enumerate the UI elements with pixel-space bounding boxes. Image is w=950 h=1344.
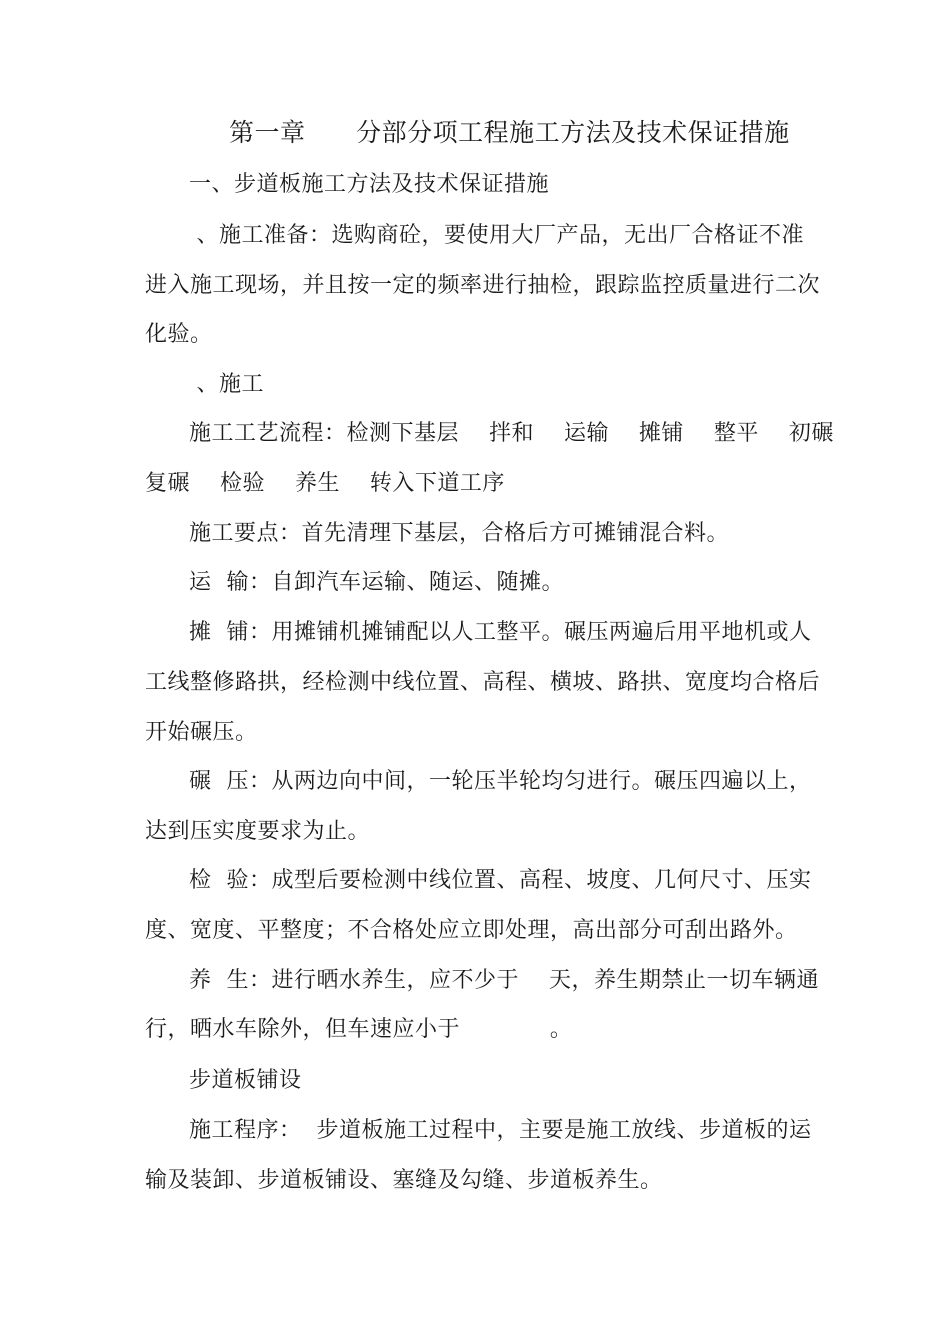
section-heading: 一、步道板施工方法及技术保证措施 <box>189 172 550 197</box>
paragraph-line: 、施工准备：选购商砼，要使用大厂产品，无出厂合格证不准 <box>189 223 804 248</box>
paragraph-line: 达到压实度要求为止。 <box>145 819 371 844</box>
paragraph-line: 养 生：进行晒水养生，应不少于 天，养生期禁止一切车辆通 <box>189 968 819 993</box>
paragraph-line: 运 输：自卸汽车运输、随运、随摊。 <box>189 570 564 595</box>
paragraph-line: 度、宽度、平整度；不合格处应立即处理，高出部分可刮出路外。 <box>145 918 798 943</box>
paragraph-line: 施工要点：首先清理下基层，合格后方可摊铺混合料。 <box>189 521 730 546</box>
paragraph-line: 复碾 检验 养生 转入下道工序 <box>145 471 505 496</box>
paragraph-line: 输及装卸、步道板铺设、塞缝及勾缝、步道板养生。 <box>145 1168 663 1193</box>
paragraph-line: 进入施工现场，并且按一定的频率进行抽检，跟踪监控质量进行二次 <box>145 273 821 298</box>
subsection-heading: 步道板铺设 <box>189 1068 302 1093</box>
paragraph-line: 工线整修路拱，经检测中线位置、高程、横坡、路拱、宽度均合格后 <box>145 670 821 695</box>
paragraph-line: 施工工艺流程：检测下基层 拌和 运输 摊铺 整平 初碾 <box>189 421 834 446</box>
paragraph-line: 行，晒水车除外，但车速应小于 。 <box>145 1017 573 1042</box>
paragraph-line: 施工程序： 步道板施工过程中，主要是施工放线、步道板的运 <box>189 1118 812 1143</box>
paragraph-line: 检 验：成型后要检测中线位置、高程、坡度、几何尺寸、压实 <box>189 868 812 893</box>
paragraph-line: 碾 压：从两边向中间，一轮压半轮均匀进行。碾压四遍以上， <box>189 769 812 794</box>
paragraph-line: 开始碾压。 <box>145 720 258 745</box>
chapter-title: 第一章 分部分项工程施工方法及技术保证措施 <box>229 118 790 147</box>
paragraph-line: 摊 铺：用摊铺机摊铺配以人工整平。碾压两遍后用平地机或人 <box>189 620 812 645</box>
paragraph-line: 化验。 <box>145 322 213 347</box>
paragraph-line: 、施工 <box>189 372 264 397</box>
